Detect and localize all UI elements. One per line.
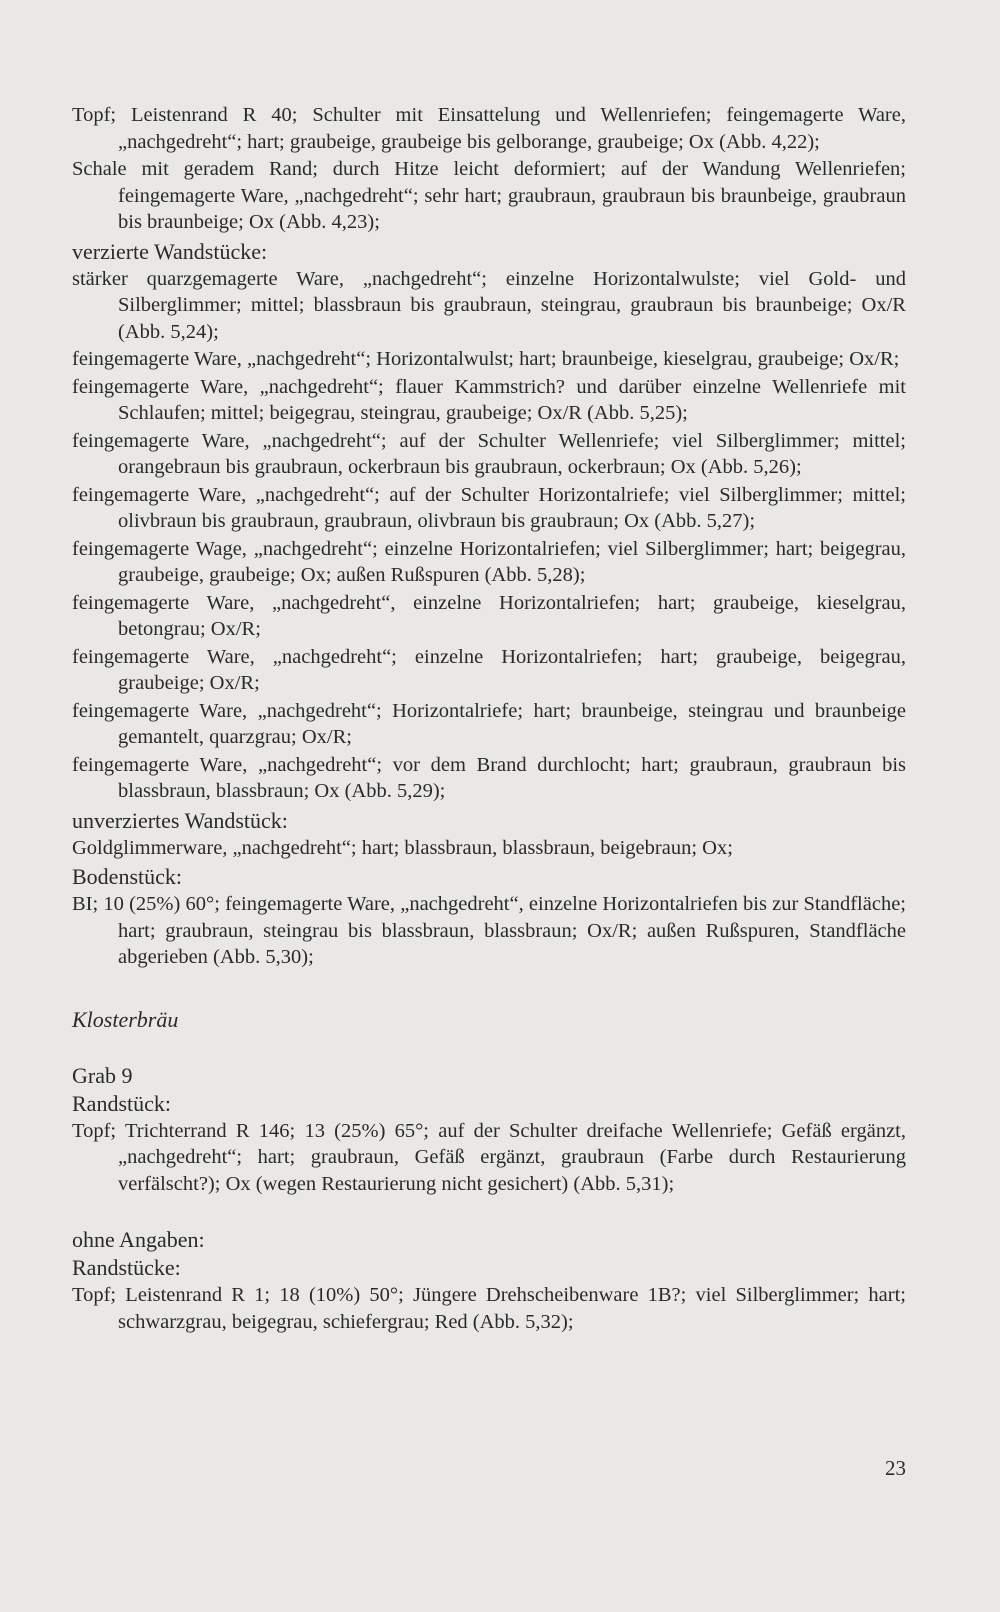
section-heading: Randstück: — [72, 1090, 171, 1116]
catalog-entry: feingemagerte Ware, „nachgedreht“; auf der Schulter Wellenriefe; viel Silberglimmer; mittel; orangebraun bis graubraun, ockerbraun bis graubraun, ockerbraun; Ox (Abb. 5,26); — [72, 429, 906, 478]
section-heading: unverziertes Wandstück: — [72, 807, 288, 833]
catalog-entry: Goldglimmerware, „nachgedreht“; hart; blassbraun, blassbraun, beigebraun; Ox; — [72, 836, 733, 859]
grave-heading: Grab 9 — [72, 1062, 133, 1088]
catalog-entry: feingemagerte Ware, „nachgedreht“; vor dem Brand durchlocht; hart; graubraun, graubraun bis blassbraun, blassbraun; Ox (Abb. 5,29); — [72, 753, 906, 802]
site-heading: Klosterbräu — [72, 1006, 179, 1032]
catalog-entry: Topf; Leistenrand R 1; 18 (10%) 50°; Jüngere Drehscheibenware 1B?; viel Silberglimmer; hart; schwarzgrau, beigegrau, schiefergrau; Red (Abb. 5,32); — [72, 1284, 906, 1333]
entries-verzierte — [72, 266, 906, 805]
spacer — [72, 1034, 906, 1060]
catalog-entry: feingemagerte Ware, „nachgedreht“; flauer Kammstrich? und darüber einzelne Wellenriefe mit Schlaufen; mittel; beigegrau, steingrau, graubeige; Ox/R (Abb. 5,25); — [72, 375, 906, 424]
catalog-entry: Topf; Trichterrand R 146; 13 (25%) 65°; auf der Schulter dreifache Wellenriefe; Gefäß ergänzt, „nachgedreht“; hart; graubraun, Gefäß ergänzt, graubraun (Farbe durch Restaurierung verfälscht?); Ox (wegen Restaurierung nicht gesichert) (Abb. 5,31); — [72, 1119, 906, 1195]
section-heading: ohne Angaben: — [72, 1227, 205, 1252]
entries-top — [72, 102, 906, 236]
page-number: 23 — [885, 1456, 906, 1480]
document-page — [72, 102, 906, 1336]
catalog-entry: feingemagerte Ware, „nachgedreht“; auf der Schulter Horizontalriefe; viel Silberglimmer; mittel; olivbraun bis graubraun, graubraun, olivbraun bis graubraun; Ox (Abb. 5,27); — [72, 483, 906, 532]
spacer — [72, 1198, 906, 1224]
catalog-entry: feingemagerte Ware, „nachgedreht“; einzelne Horizontalriefen; hart; graubeige, beigegrau, graubeige; Ox/R; — [72, 645, 906, 694]
catalog-entry: feingemagerte Ware, „nachgedreht“; Horizontalwulst; hart; braunbeige, kieselgrau, graubeige; Ox/R; — [72, 348, 900, 370]
catalog-entry: feingemagerte Wage, „nachgedreht“; einzelne Horizontalriefen; viel Silberglimmer; hart; beigegrau, graubeige, graubeige; Ox; außen Rußspuren (Abb. 5,28); — [72, 537, 906, 586]
catalog-entry: Topf; Leistenrand R 40; Schulter mit Einsattelung und Wellenriefen; feingemagerte Ware, „nachgedreht“; hart; graubeige, graubeige bis gelborange, graubeige; Ox (Abb. 4,22); — [72, 104, 906, 153]
catalog-entry: feingemagerte Ware, „nachgedreht“, einzelne Horizontalriefen; hart; graubeige, kieselgrau, betongrau; Ox/R; — [72, 591, 906, 640]
catalog-entry: Schale mit geradem Rand; durch Hitze leicht deformiert; auf der Wandung Wellenriefen; feingemagerte Ware, „nachgedreht“; sehr hart; graubraun, graubraun bis braunbeige, graubraun bis braunbeige; Ox (Abb. 4,23); — [72, 158, 906, 233]
section-heading: Randstücke: — [72, 1255, 181, 1280]
spacer — [72, 972, 906, 1006]
section-heading: verzierte Wandstücke: — [72, 238, 268, 264]
catalog-entry: BI; 10 (25%) 60°; feingemagerte Ware, „nachgedreht“, einzelne Horizontalriefen bis zur Standfläche; hart; graubraun, steingrau bis blassbraun, blassbraun; Ox/R; außen Rußspuren, Standfläche abgerieben (Abb. 5,30); — [72, 893, 906, 968]
section-heading: Bodenstück: — [72, 864, 182, 889]
catalog-entry: feingemagerte Ware, „nachgedreht“; Horizontalriefe; hart; braunbeige, steingrau und braunbeige gemantelt, quarzgrau; Ox/R; — [72, 699, 906, 748]
catalog-entry: stärker quarzgemagerte Ware, „nachgedreht“; einzelne Horizontalwulste; viel Gold- und Silberglimmer; mittel; blassbraun bis graubraun, steingrau, graubraun bis braunbeige; Ox/R (Abb. 5,24); — [72, 267, 906, 343]
